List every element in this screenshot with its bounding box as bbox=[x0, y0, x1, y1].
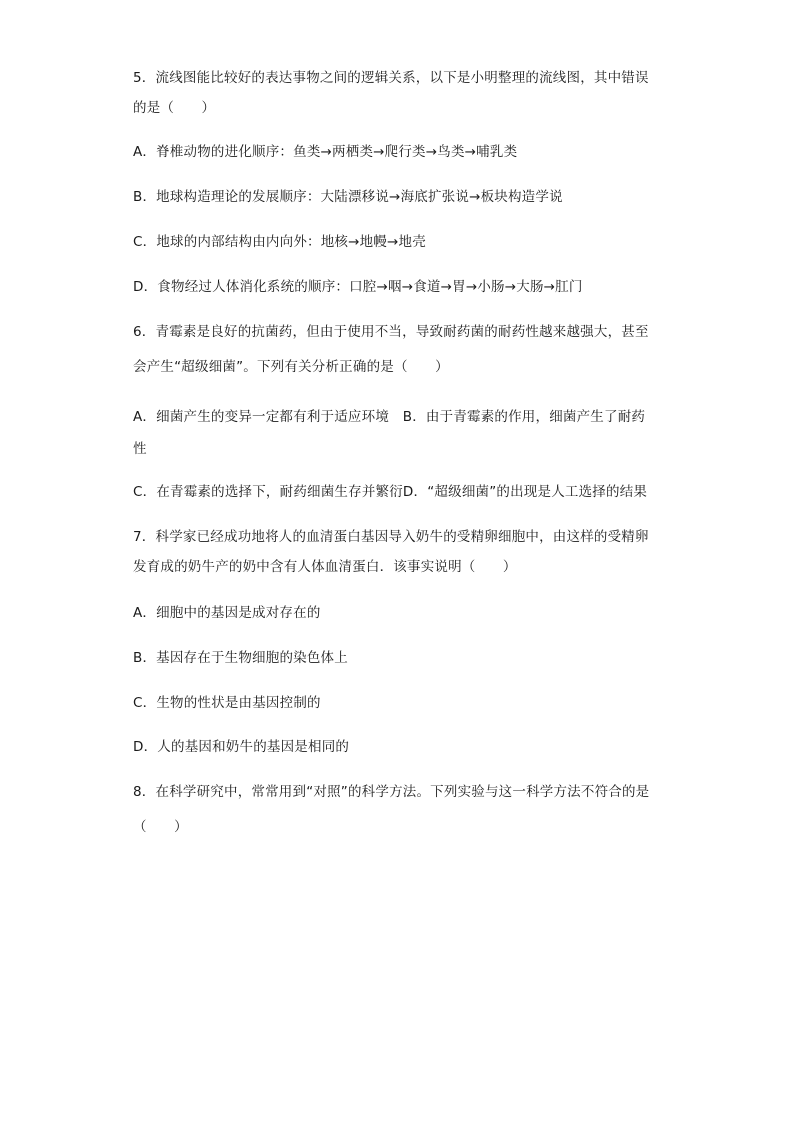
q5-option-a: A．脊椎动物的进化顺序：鱼类→两栖类→爬行类→鸟类→哺乳类 bbox=[133, 144, 518, 160]
q7-option-a: A．细胞中的基因是成对存在的 bbox=[133, 605, 321, 621]
q6-option-ab: A．细菌产生的变异一定都有利于适应环境 B．由于青霉素的作用，细菌产生了耐药 bbox=[133, 409, 646, 425]
q7-option-c: C．生物的性状是由基因控制的 bbox=[133, 695, 321, 711]
q7-stem-line-2: 发育成的奶牛产的奶中含有人体血清蛋白．该事实说明（ ） bbox=[133, 559, 517, 575]
q6-stem-line-2: 会产生“超级细菌”。下列有关分析正确的是（ ） bbox=[133, 359, 449, 375]
q7-option-d: D．人的基因和奶牛的基因是相同的 bbox=[133, 739, 350, 755]
q7-stem-line-1: 7．科学家已经成功地将人的血清蛋白基因导入奶牛的受精卵细胞中，由这样的受精卵 bbox=[133, 529, 649, 545]
q6-option-b-wrap: 性 bbox=[133, 441, 147, 457]
q8-stem-line-2: （ ） bbox=[133, 819, 188, 835]
q5-option-b: B．地球构造理论的发展顺序：大陆漂移说→海底扩张说→板块构造学说 bbox=[133, 189, 563, 205]
q5-option-c: C．地球的内部结构由内向外：地核→地幔→地壳 bbox=[133, 234, 426, 250]
q8-stem-line-1: 8．在科学研究中，常常用到“对照”的科学方法。下列实验与这一科学方法不符合的是 bbox=[133, 784, 650, 800]
q5-stem-line-1: 5．流线图能比较好的表达事物之间的逻辑关系，以下是小明整理的流线图，其中错误 bbox=[133, 70, 649, 86]
q7-option-b: B．基因存在于生物细胞的染色体上 bbox=[133, 650, 348, 666]
q5-option-d: D．食物经过人体消化系统的顺序：口腔→咽→食道→胃→小肠→大肠→肛门 bbox=[133, 279, 583, 295]
q6-option-cd: C．在青霉素的选择下，耐药细菌生存并繁衍D．“超级细菌”的出现是人工选择的结果 bbox=[133, 484, 648, 500]
q5-stem-line-2: 的是（ ） bbox=[133, 100, 216, 116]
q6-stem-line-1: 6．青霉素是良好的抗菌药，但由于使用不当，导致耐药菌的耐药性越来越强大，甚至 bbox=[133, 324, 649, 340]
